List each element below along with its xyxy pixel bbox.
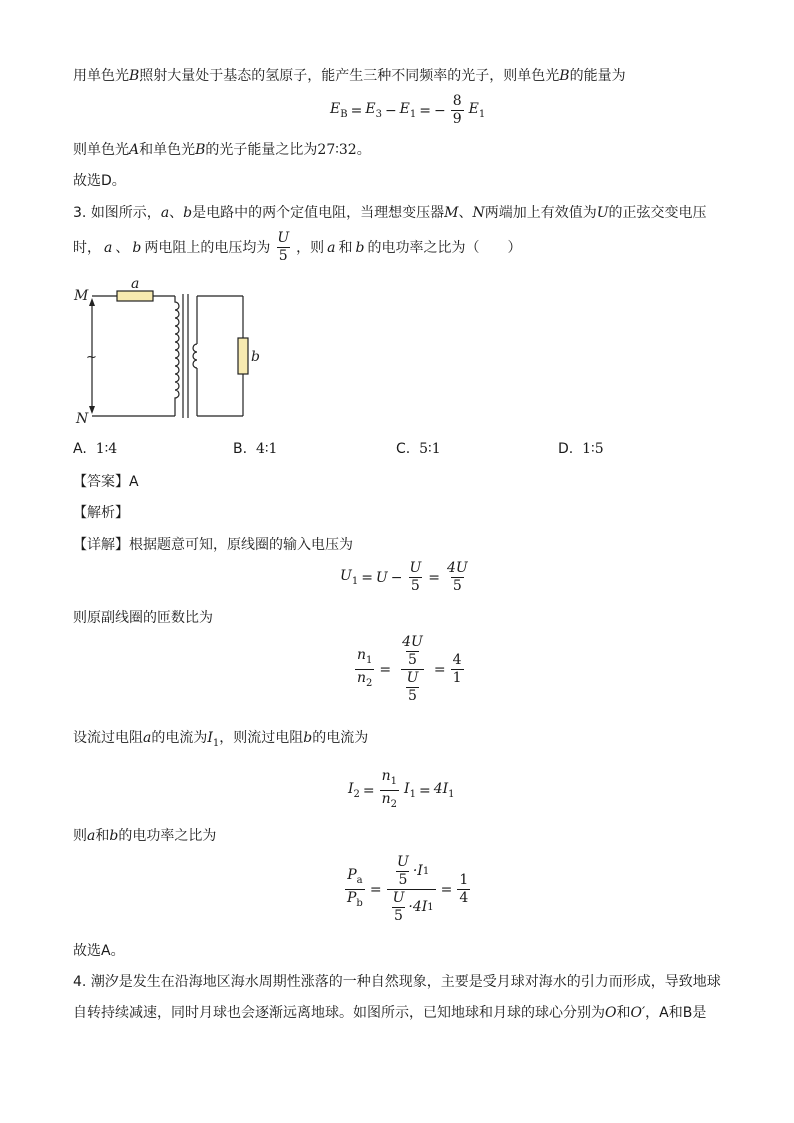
label-M: M [74, 288, 89, 304]
q4-stem-line1: 4. 潮汐是发生在沿海地区海水周期性涨落的一种自然现象，主要是受月球对海水的引力而形成，导致地球 [73, 974, 721, 990]
para-photon-b: 用单色光B照射大量处于基态的氢原子，能产生三种不同频率的光子，则单色光B的能量为 [73, 68, 626, 84]
para-energy-ratio: 则单色光A和单色光B的光子能量之比为27∶32。 [73, 142, 371, 158]
equation-power-ratio: $\frac{P_a}{P_b}$ = $\frac{U}{5}$ ·I 1 $\frac{U}{5}$ ·4I 1 = $\frac{1}{4}$ [347, 854, 469, 924]
option-a[interactable]: A. 1∶4 [73, 441, 118, 457]
label-a: a [131, 280, 140, 292]
current-text: 设流过电阻a的电流为$I_1$，则流过电阻b的电流为 [73, 730, 369, 749]
turns-ratio-text: 则原副线圈的匝数比为 [73, 610, 213, 626]
equation-turns-ratio: $\frac{n_1}{n_2}$ = $\frac{\frac{4U}{5}}{\frac{U}{5}}$ = $\frac{4}{1}$ [357, 634, 462, 704]
q3-stem-line1: 3. 如图所示，a、b是电路中的两个定值电阻，当理想变压器M、N两端加上有效值为U的正弦交变电压 [73, 205, 707, 221]
conclusion-q2: 故选D。 [73, 173, 126, 189]
transformer-circuit-diagram [70, 280, 270, 430]
power-text: 则a和b的电功率之比为 [73, 828, 217, 844]
equation-i2: $I_2$ = $\frac{n_1}{n_2}$ $I_1$ = $4I_1$ [348, 768, 455, 813]
equation-eb: $E_B$ = $E_3$ − $E_1$ = − $\frac{8}{9}$ $E_1$ [330, 93, 486, 127]
analysis-tag: 【解析】 [73, 505, 129, 521]
conclusion-q3: 故选A。 [73, 943, 125, 959]
resistor-a [117, 291, 153, 301]
equation-u1: $U_1$ = U − $\frac{U}{5}$ = $\frac{4U}{5}$ [340, 560, 468, 594]
detail-line: 【详解】根据题意可知，原线圈的输入电压为 [73, 537, 353, 553]
label-N: N [76, 411, 89, 427]
label-b: b [251, 349, 260, 365]
answer-line: 【答案】A [73, 474, 139, 490]
q3-stem-line2: 时， a 、 b 两电阻上的电压均为 $\frac{U}{5}$ ，则 a 和 b 的电功率之比为（ ） [73, 230, 522, 264]
option-b[interactable]: B. 4∶1 [233, 441, 278, 457]
option-d[interactable]: D. 1∶5 [558, 441, 604, 457]
option-c[interactable]: C. 5∶1 [396, 441, 441, 457]
ac-source-symbol: ~ [86, 350, 97, 365]
primary-coil [175, 296, 179, 416]
secondary-coil [193, 344, 197, 368]
resistor-b [238, 338, 248, 374]
q4-stem-line2: 自转持续减速，同时月球也会逐渐远离地球。如图所示，已知地球和月球的球心分别为O和O′，A和B是 [73, 1005, 707, 1021]
